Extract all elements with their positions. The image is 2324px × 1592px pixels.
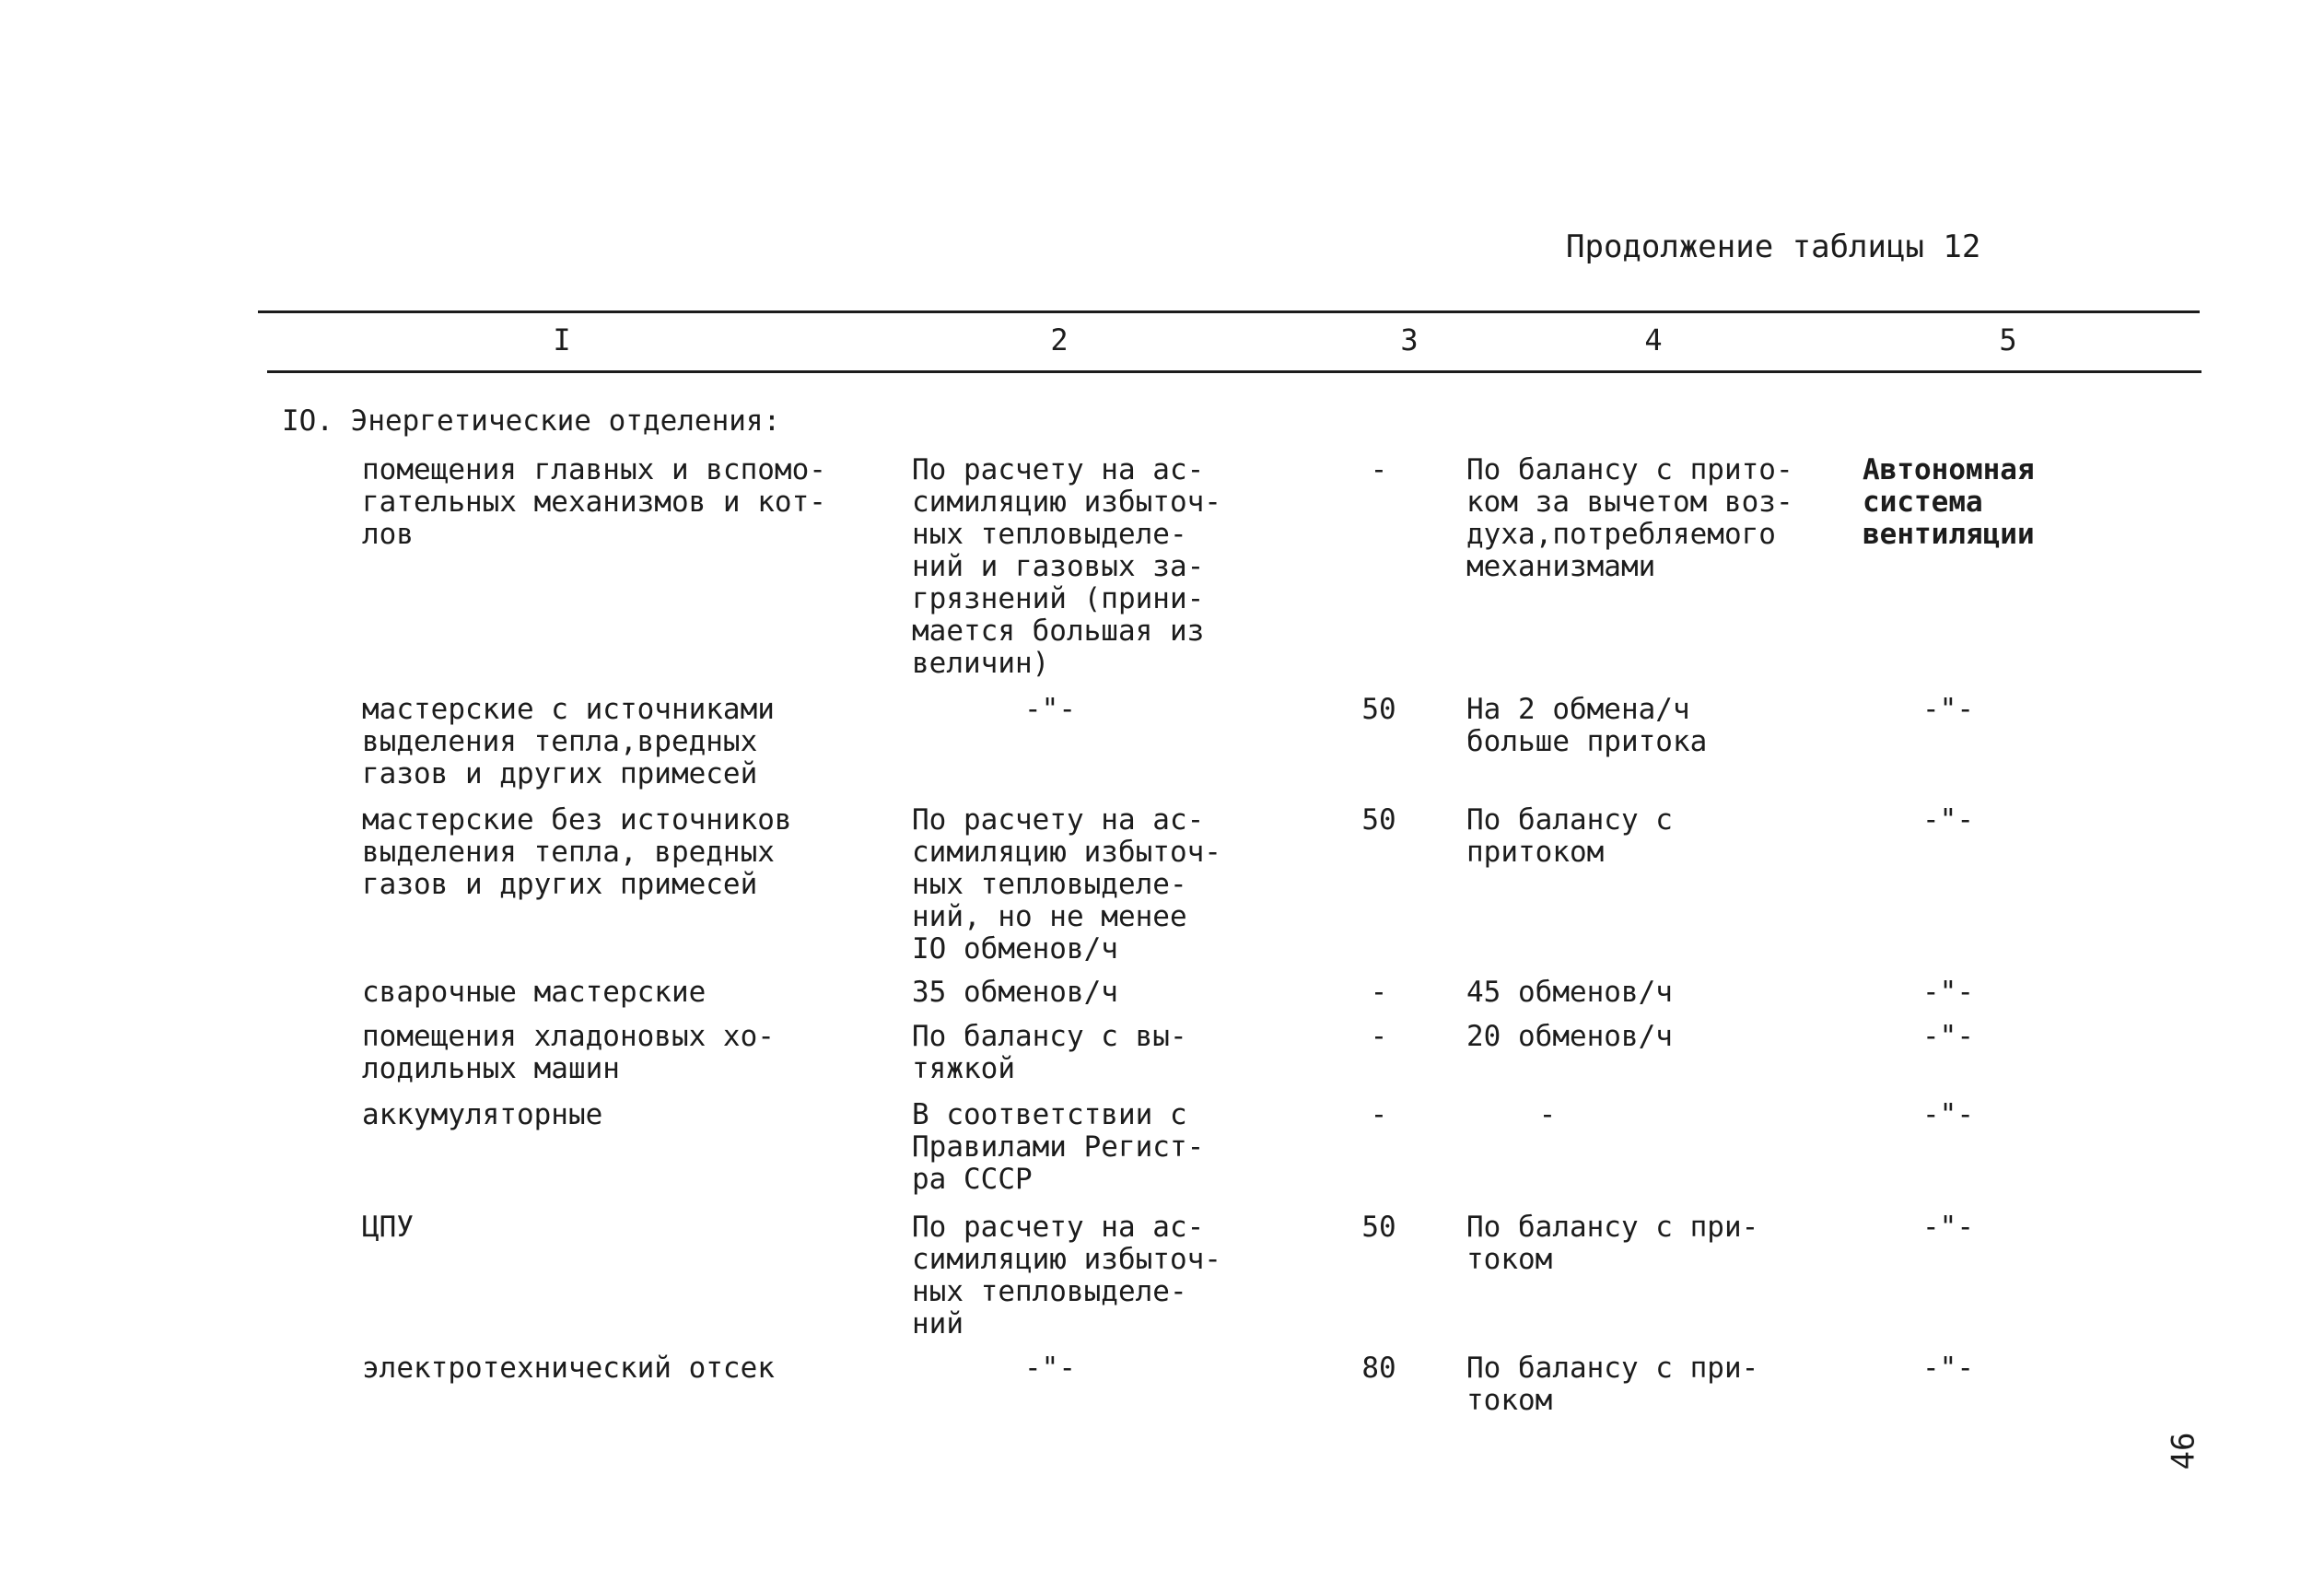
table-cell: 50 [1361, 693, 1396, 726]
table-cell: По балансу с прито- ком за вычетом воз- духа,потребляемого механизмами [1466, 453, 1793, 583]
table-cell: -"- [1922, 1352, 1974, 1385]
table-cell: - [1370, 453, 1388, 486]
table-caption: Продолжение таблицы 12 [1566, 228, 1981, 265]
table-cell: 20 обменов/ч [1466, 1020, 1673, 1053]
table-cell: -"- [1922, 976, 1974, 1009]
page-number: 46 [2165, 1432, 2202, 1470]
table-cell: - [1370, 1098, 1388, 1131]
table-cell: По расчету на ас- симиляцию избыточ- ных тепловыделе- ний и газовых за- грязнений (прини- мается большая из величин) [912, 453, 1221, 680]
table-cell: сварочные мастерские [362, 976, 707, 1009]
column-header-3: 3 [1400, 322, 1419, 357]
table-cell: На 2 обмена/ч больше притока [1466, 693, 1708, 758]
column-header-4: 4 [1644, 322, 1663, 357]
table-cell: 80 [1361, 1352, 1396, 1385]
table-cell: -"- [1024, 1352, 1076, 1385]
table-cell: По балансу с при- током [1466, 1211, 1759, 1276]
table-cell: мастерские с источниками выделения тепла,вредных газов и других примесей [362, 693, 775, 790]
table-cell: В соответствии с Правилами Регист- ра СССР [912, 1098, 1205, 1196]
table-cell: электротехнический отсек [362, 1352, 775, 1385]
table-cell: помещения главных и вспомо- гательных механизмов и кот- лов [362, 453, 826, 551]
table-cell: аккумуляторные [362, 1098, 603, 1131]
table-cell: По расчету на ас- симиляцию избыточ- ных тепловыделе- ний, но не менее IO обменов/ч [912, 803, 1221, 966]
table-cell: помещения хладоновых хо- лодильных машин [362, 1020, 775, 1085]
table-cell: 50 [1361, 803, 1396, 837]
table-cell: По балансу с вы- тяжкой [912, 1020, 1187, 1085]
table-cell: - [1370, 976, 1388, 1009]
table-cell: По расчету на ас- симиляцию избыточ- ных тепловыделе- ний [912, 1211, 1221, 1340]
table-header-rule [267, 370, 2201, 373]
table-cell: 35 обменов/ч [912, 976, 1118, 1009]
column-header-2: 2 [1050, 322, 1069, 357]
table-cell: -"- [1922, 803, 1974, 837]
table-top-rule [258, 310, 2200, 313]
table-cell: По балансу с притоком [1466, 803, 1673, 869]
table-cell: -"- [1922, 1098, 1974, 1131]
table-cell: мастерские без источников выделения тепла, вредных газов и других примесей [362, 803, 792, 901]
section-heading: IO. Энергетические отделения: [282, 404, 781, 438]
table-cell: -"- [1922, 1211, 1974, 1244]
table-cell: - [1370, 1020, 1388, 1053]
table-cell: -"- [1024, 693, 1076, 726]
table-cell: ЦПУ [362, 1211, 414, 1244]
table-cell: 50 [1361, 1211, 1396, 1244]
table-cell: Автономная система вентиляции [1863, 453, 2035, 551]
table-cell: -"- [1922, 1020, 1974, 1053]
table-cell: По балансу с при- током [1466, 1352, 1759, 1417]
table-cell: -"- [1922, 693, 1974, 726]
table-cell: 45 обменов/ч [1466, 976, 1673, 1009]
table-cell: - [1538, 1098, 1557, 1131]
column-header-1: I [553, 322, 571, 357]
column-header-5: 5 [1999, 322, 2017, 357]
